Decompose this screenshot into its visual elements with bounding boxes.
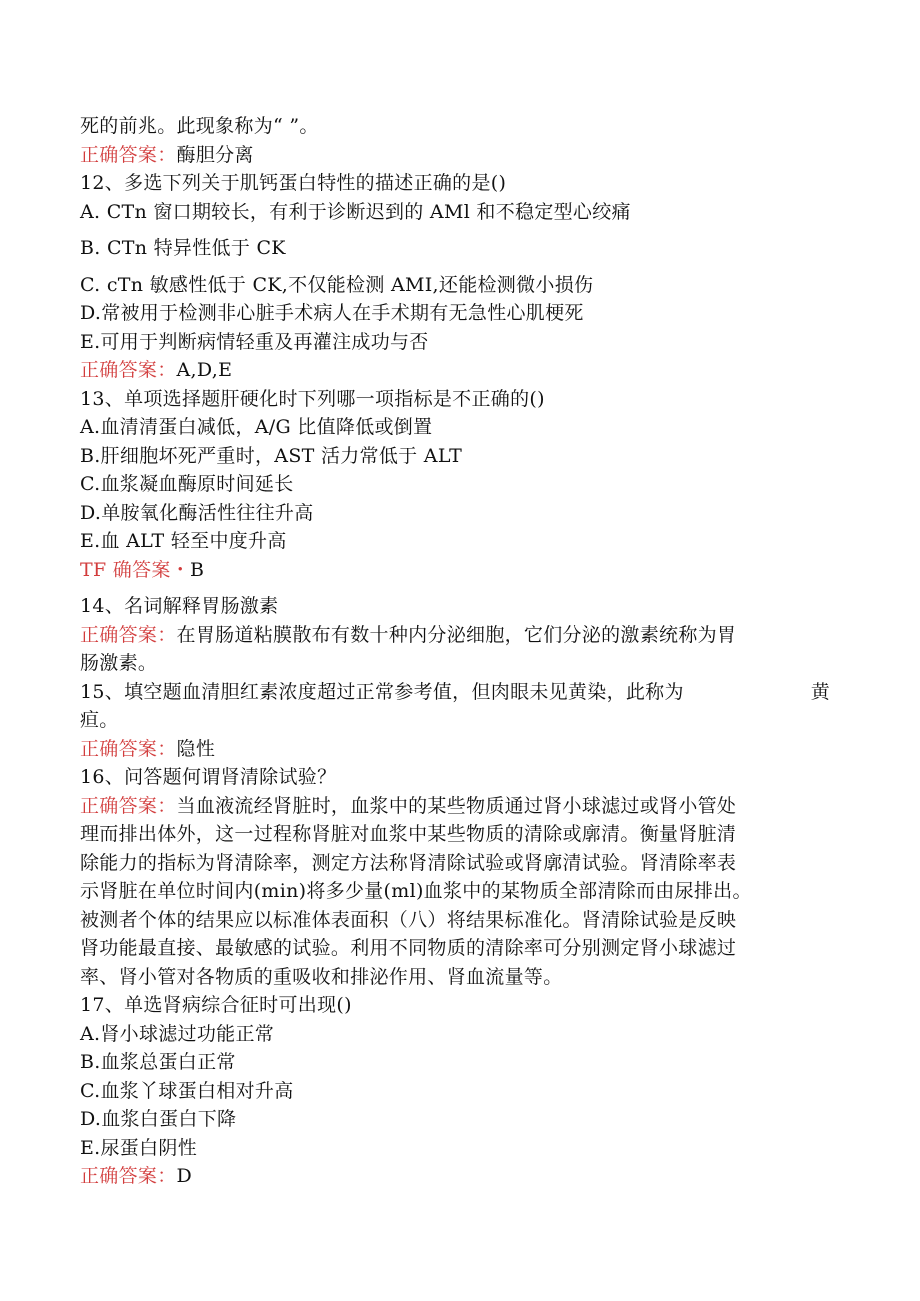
option-d: D.血浆白蛋白下降 [80,1108,237,1130]
option-b: B.肝细胞坏死严重时，AST 活力常低于 ALT [80,444,463,467]
answer-line [80,792,830,821]
question-title: 14、名词解释胃肠激素 [80,595,279,617]
answer-line [80,141,830,170]
answer-label: 正确答案： [80,1165,177,1187]
answer-line [80,556,830,585]
answer-label: 正确答案： [80,794,177,817]
option-b: B.血浆总蛋白正常 [80,1051,236,1073]
option-d: D.常被用于检测非心脏手术病人在手术期有无急性心肌梗死 [80,302,584,324]
answer-value: B [190,558,205,581]
answer-value: 在胃肠道粘膜散布有数十种内分泌细胞，它们分泌的激素统称为胃 [176,623,737,646]
answer-label: 正确答案： [80,143,177,166]
option-e: E.可用于判断病情轻重及再灌注成功与否 [80,330,429,353]
answer-continuation: 肠激素。 [80,652,158,674]
answer-line [80,735,830,764]
option-e: E.尿蛋白阴性 [80,1136,198,1159]
answer-value: A,D,E [176,359,233,381]
answer-value: 隐性 [176,737,216,760]
question-title: 12、多选下列关于肌钙蛋白特性的描述正确的是() [80,172,507,194]
question-title: 17、单选肾病综合征时可出现() [80,994,352,1016]
option-e: E.血 ALT 轻至中度升高 [80,530,287,552]
question-title-tail: 黄 [810,680,830,703]
answer-value: D [176,1165,193,1187]
option-c: C.血浆丫球蛋白相对升高 [80,1079,294,1102]
document-page [80,112,830,1191]
answer-continuation: 肾功能最直接、最敏感的试验。利用不同物质的清除率可分别测定肾小球滤过 [80,937,737,959]
answer-label: 正确答案： [80,359,177,381]
answer-continuation: 理而排出体外，这一过程称肾脏对血浆中某些物质的清除或廓清。衡量肾脏清 [80,823,737,845]
answer-label: 正确答案： [80,737,177,760]
question-title: 16、问答题何谓肾清除试验？ [80,766,337,788]
option-d: D.单胺氧化酶活性往往升高 [80,501,314,524]
answer-continuation: 被测者个体的结果应以标准体表面积（八）将结果标准化。肾清除试验是反映 [80,908,737,931]
answer-label: 正确答案： [80,623,177,646]
answer-value: 酶胆分离 [176,143,254,166]
answer-line [80,356,830,385]
question-title [80,678,830,707]
answer-label: TF 确答案・ [80,558,190,581]
question-title: 13、单项选择题肝硬化时下列哪一项指标是不正确的() [80,387,545,410]
option-c: C.血浆凝血酶原时间延长 [80,473,294,495]
answer-line [80,621,830,650]
option-a: A.肾小球滤过功能正常 [80,1022,275,1045]
option-a: A. CTn 窗口期较长，有利于诊断迟到的 AMl 和不稳定型心绞痛 [80,200,631,223]
question-continuation: 疸。 [80,709,119,731]
answer-continuation: 示肾脏在单位时间内(min)将多少量(ml)血浆中的某物质全部清除而由尿排出。 [80,880,752,902]
option-c: C. cTn 敏感性低于 CK,不仅能检测 AMI,还能检测微小损伤 [80,273,594,296]
question-title-text: 15、填空题血清胆红素浓度超过正常参考值，但肉眼未见黄染，此称为 [80,680,684,703]
option-a: A.血清清蛋白减低，A/G 比值降低或倒置 [80,416,433,438]
answer-continuation: 率、肾小管对各物质的重吸收和排泌作用、肾血流量等。 [80,965,563,988]
text-line: 死的前兆。此现象称为“ ”。 [80,115,319,137]
answer-continuation: 除能力的指标为肾清除率，测定方法称肾清除试验或肾廓清试验。肾清除率表 [80,851,737,874]
answer-line [80,1162,830,1191]
option-b: B. CTn 特异性低于 CK [80,237,286,259]
answer-value: 当血液流经肾脏时，血浆中的某些物质通过肾小球滤过或肾小管处 [176,794,737,817]
